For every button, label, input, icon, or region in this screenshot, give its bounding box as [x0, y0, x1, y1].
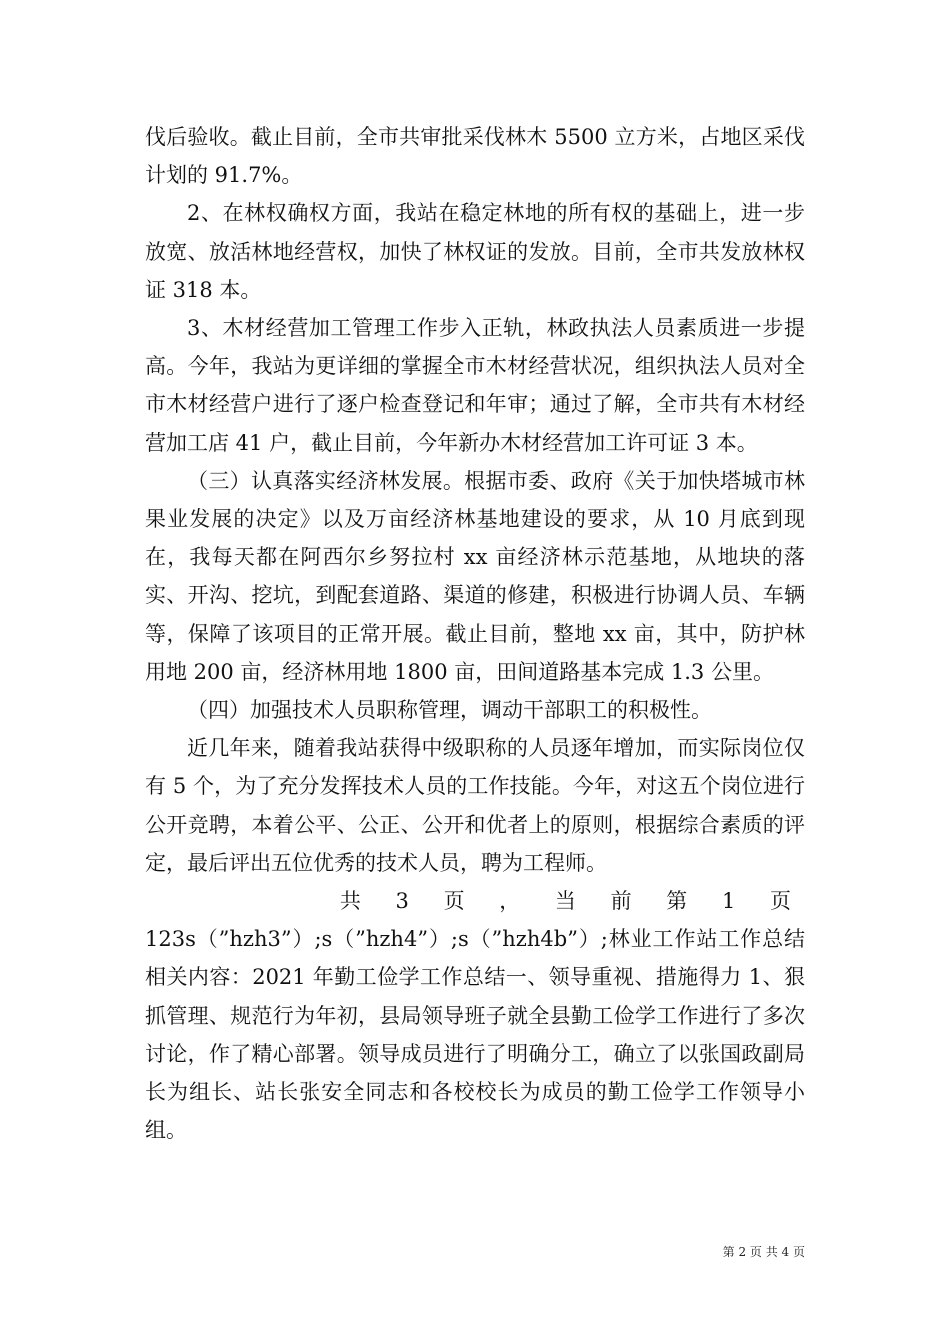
paragraph-trailing-content: 123s（”hzh3”）;s（”hzh4”）;s（”hzh4b”）;林业工作站工作总结相关内容：2021 年勤工俭学工作总结一、领导重视、措施得力 1、狠抓管理、规范行为年初，县局领导班子就全县勤工俭学工作进行了多次讨论，作了精心部署。领导成员进行了明确分工，确立了以张国政副局长为组长、站长张安全同志和各校校长为成员的勤工俭学工作领导小组。 [145, 927, 805, 1143]
paragraph-forest-rights: 2、在林权确权方面，我站在稳定林地的所有权的基础上，进一步放宽、放活林地经营权，加快了林权证的发放。目前，全市共发放林权证 318 本。 [145, 201, 805, 302]
paragraph-timber-management: 3、木材经营加工管理工作步入正轨，林政执法人员素质进一步提高。今年，我站为更详细的掌握全市木材经营状况，组织执法人员对全市木材经营户进行了逐户检查登记和年审；通过了解，全市共有木材经营加工店 41 户，截止目前，今年新办木材经营加工许可证 3 本。 [145, 316, 805, 455]
paragraph-section-heading-4: （四）加强技术人员职称管理，调动干部职工的积极性。 [187, 698, 712, 723]
document-body [145, 118, 805, 1149]
page-footer-indicator: 第 2 页 共 4 页 [722, 1245, 805, 1259]
paragraph-technical-staff: 近几年来，随着我站获得中级职称的人员逐年增加，而实际岗位仅有 5 个，为了充分发挥技术人员的工作技能。今年，对这五个岗位进行公开竞聘，本着公平、公正、公开和优者上的原则，根据综合素质的评定，最后评出五位优秀的技术人员，聘为工程师。 [145, 736, 805, 875]
paragraph-economic-forest: （三）认真落实经济林发展。根据市委、政府《关于加快塔城市林果业发展的决定》以及万亩经济林基地建设的要求，从 10 月底到现在，我每天都在阿西尔乡努拉村 xx 亩经济林示范基地，从地块的落实、开沟、挖坑，到配套道路、渠道的修建，积极进行协调人员、车辆等，保障了该项目的正常开展。截止目前，整地 xx 亩，其中，防护林用地 200 亩，经济林用地 1800 亩，田间道路基本完成 1.3 公里。 [145, 468, 805, 684]
paragraph-continuation: 伐后验收。截止目前，全市共审批采伐林木 5500 立方米，占地区采伐计划的 91.7%。 [145, 125, 805, 188]
page-count-line: 共 3 页 ， 当 前 第 1 页 [339, 889, 805, 914]
